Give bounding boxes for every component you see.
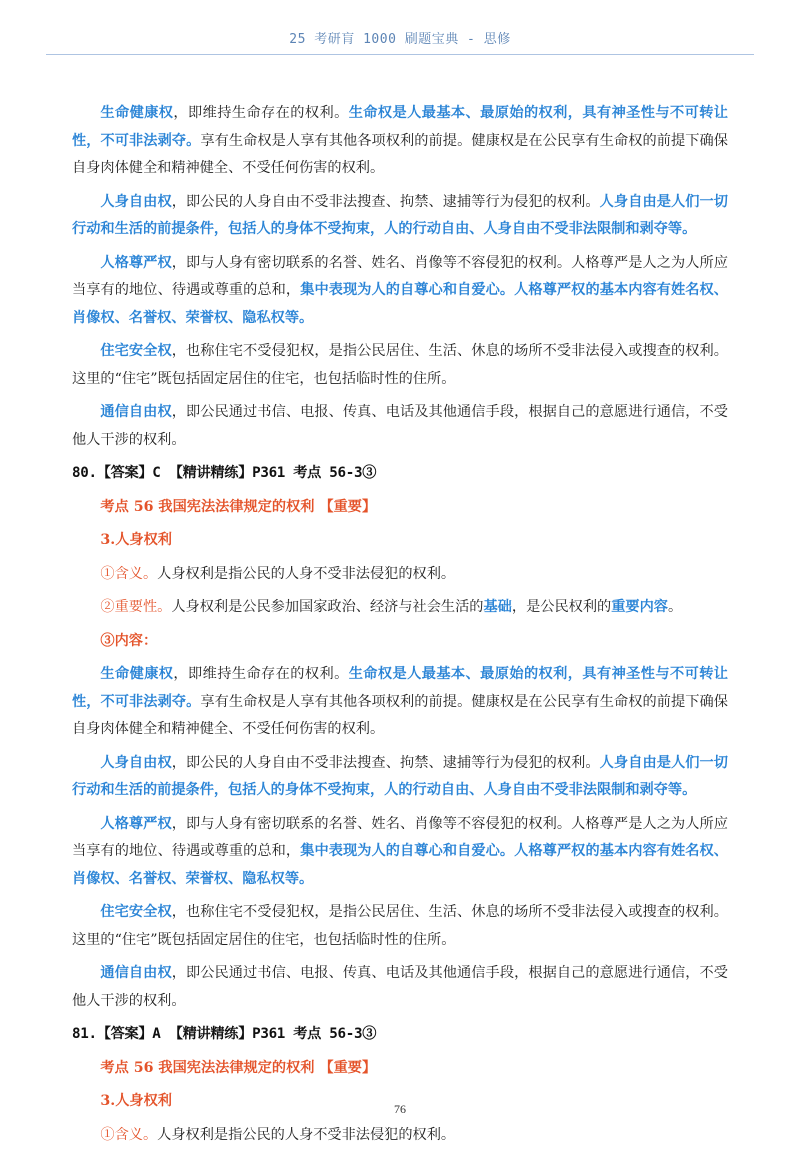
importance-line (72, 594, 728, 622)
text: ，即与人身有密切联系的名誉、姓名、肖像等不容侵犯的权利。人格尊严是人之为人所应当享有的地位、待遇或尊重的总和， (72, 815, 728, 859)
term-residence: 住宅安全权 (100, 904, 172, 920)
answer-line-q81: 81.【答案】A 【精讲精练】P361 考点 56-3③ (72, 1026, 377, 1042)
header-divider (46, 54, 754, 55)
term-dignity: 人格尊严权 (100, 815, 172, 832)
text: ，也称住宅不受侵犯权，是指公民居住、生活、休息的场所不受非法侵入或搜查的权利。这里的“住宅”既包括固定居住的住宅，也包括临时性的住所。 (72, 904, 728, 948)
highlight-text: 生命权是人最基本、最原始的权利，具有神圣性与不可转让性，不可非法剥夺。 (72, 105, 728, 149)
paragraph-dignity (72, 250, 728, 333)
paragraph-communication (72, 399, 728, 454)
text: ，即公民通过书信、电报、传真、电话及其他通信手段，根据自己的意愿进行通信，不受他人干涉的权利。 (72, 965, 728, 1009)
page-header: 25 考研肓 1000 刷题宝典 - 思修 (289, 32, 511, 47)
highlight-text: 人身自由是人们一切行动和生活的前提条件，包括人的身体不受拘束，人的行动自由、人身自由不受非法限制和剥夺等。 (72, 754, 728, 798)
term-life-health: 生命健康权 (100, 105, 174, 121)
text: ，即公民的人身自由不受非法搜查、拘禁、逮捕等行为侵犯的权利。 (171, 193, 600, 210)
paragraph-communication (72, 960, 728, 1015)
topic-heading: 考点 56 我国宪法法律规定的权利 【重要】 (100, 1059, 377, 1076)
paragraph-life-health (72, 661, 728, 744)
answer-line-q80: 80.【答案】C 【精讲精练】P361 考点 56-3③ (72, 465, 377, 481)
term-life-health: 生命健康权 (100, 666, 174, 682)
page-number: 76 (394, 1102, 406, 1116)
term-communication: 通信自由权 (100, 965, 172, 981)
highlight-text: 集中表现为人的自尊心和自爱心。人格尊严权的基本内容有姓名权、肖像权、名誉权、荣誉权、隐私权等。 (72, 843, 728, 887)
highlight-text: 人身自由是人们一切行动和生活的前提条件，包括人的身体不受拘束，人的行动自由、人身自由不受非法限制和剥夺等。 (72, 193, 728, 237)
definition-text: 人身权利是指公民的人身不受非法侵犯的权利。 (157, 565, 456, 582)
text: 人身权利是公民参加国家政治、经济与社会生活的 (171, 599, 484, 615)
page-content (72, 100, 728, 1155)
definition-label: ①含义。 (100, 1126, 158, 1143)
paragraph-personal-freedom (72, 750, 728, 805)
paragraph-life-health (72, 100, 728, 183)
text: 。 (667, 599, 683, 615)
definition-text: 人身权利是指公民的人身不受非法侵犯的权利。 (157, 1126, 456, 1143)
text: ，也称住宅不受侵犯权，是指公民居住、生活、休息的场所不受非法侵入或搜查的权利。这里的“住宅”既包括固定居住的住宅，也包括临时性的住所。 (72, 343, 728, 387)
paragraph-personal-freedom (72, 189, 728, 244)
content-label: ③内容： (100, 632, 158, 649)
highlight-basis: 基础 (483, 599, 512, 615)
definition-line (72, 1122, 728, 1150)
paragraph-dignity (72, 811, 728, 894)
highlight-text: 集中表现为人的自尊心和自爱心。人格尊严权的基本内容有姓名权、肖像权、名誉权、荣誉权、隐私权等。 (72, 282, 728, 326)
highlight-important-content: 重要内容 (611, 599, 668, 615)
text: ，即公民的人身自由不受非法搜查、拘禁、逮捕等行为侵犯的权利。 (171, 754, 600, 771)
text: ，是公民权利的 (511, 599, 612, 615)
definition-label: ①含义。 (100, 565, 158, 582)
definition-line (72, 561, 728, 589)
text: 享有生命权是人享有其他各项权利的前提。健康权是在公民享有生命权的前提下确保自身肉体健全和精神健全、不受任何伤害的权利。 (72, 693, 728, 737)
section-heading: 3.人身权利 (100, 532, 172, 548)
text: ，即维持生命存在的权利。 (173, 105, 349, 121)
term-communication: 通信自由权 (100, 404, 172, 420)
text: 享有生命权是人享有其他各项权利的前提。健康权是在公民享有生命权的前提下确保自身肉体健全和精神健全、不受任何伤害的权利。 (72, 132, 728, 176)
term-residence: 住宅安全权 (100, 343, 172, 359)
text: ，即与人身有密切联系的名誉、姓名、肖像等不容侵犯的权利。人格尊严是人之为人所应当享有的地位、待遇或尊重的总和， (72, 254, 728, 298)
text: ，即维持生命存在的权利。 (173, 666, 349, 682)
paragraph-residence (72, 899, 728, 954)
section-heading: 3.人身权利 (100, 1093, 172, 1109)
topic-heading: 考点 56 我国宪法法律规定的权利 【重要】 (100, 498, 377, 515)
importance-label: ②重要性。 (100, 599, 172, 615)
term-dignity: 人格尊严权 (100, 254, 172, 271)
paragraph-residence (72, 338, 728, 393)
term-personal-freedom: 人身自由权 (100, 193, 172, 210)
term-personal-freedom: 人身自由权 (100, 754, 172, 771)
text: ，即公民通过书信、电报、传真、电话及其他通信手段，根据自己的意愿进行通信，不受他人干涉的权利。 (72, 404, 728, 448)
highlight-text: 生命权是人最基本、最原始的权利，具有神圣性与不可转让性，不可非法剥夺。 (72, 666, 728, 710)
